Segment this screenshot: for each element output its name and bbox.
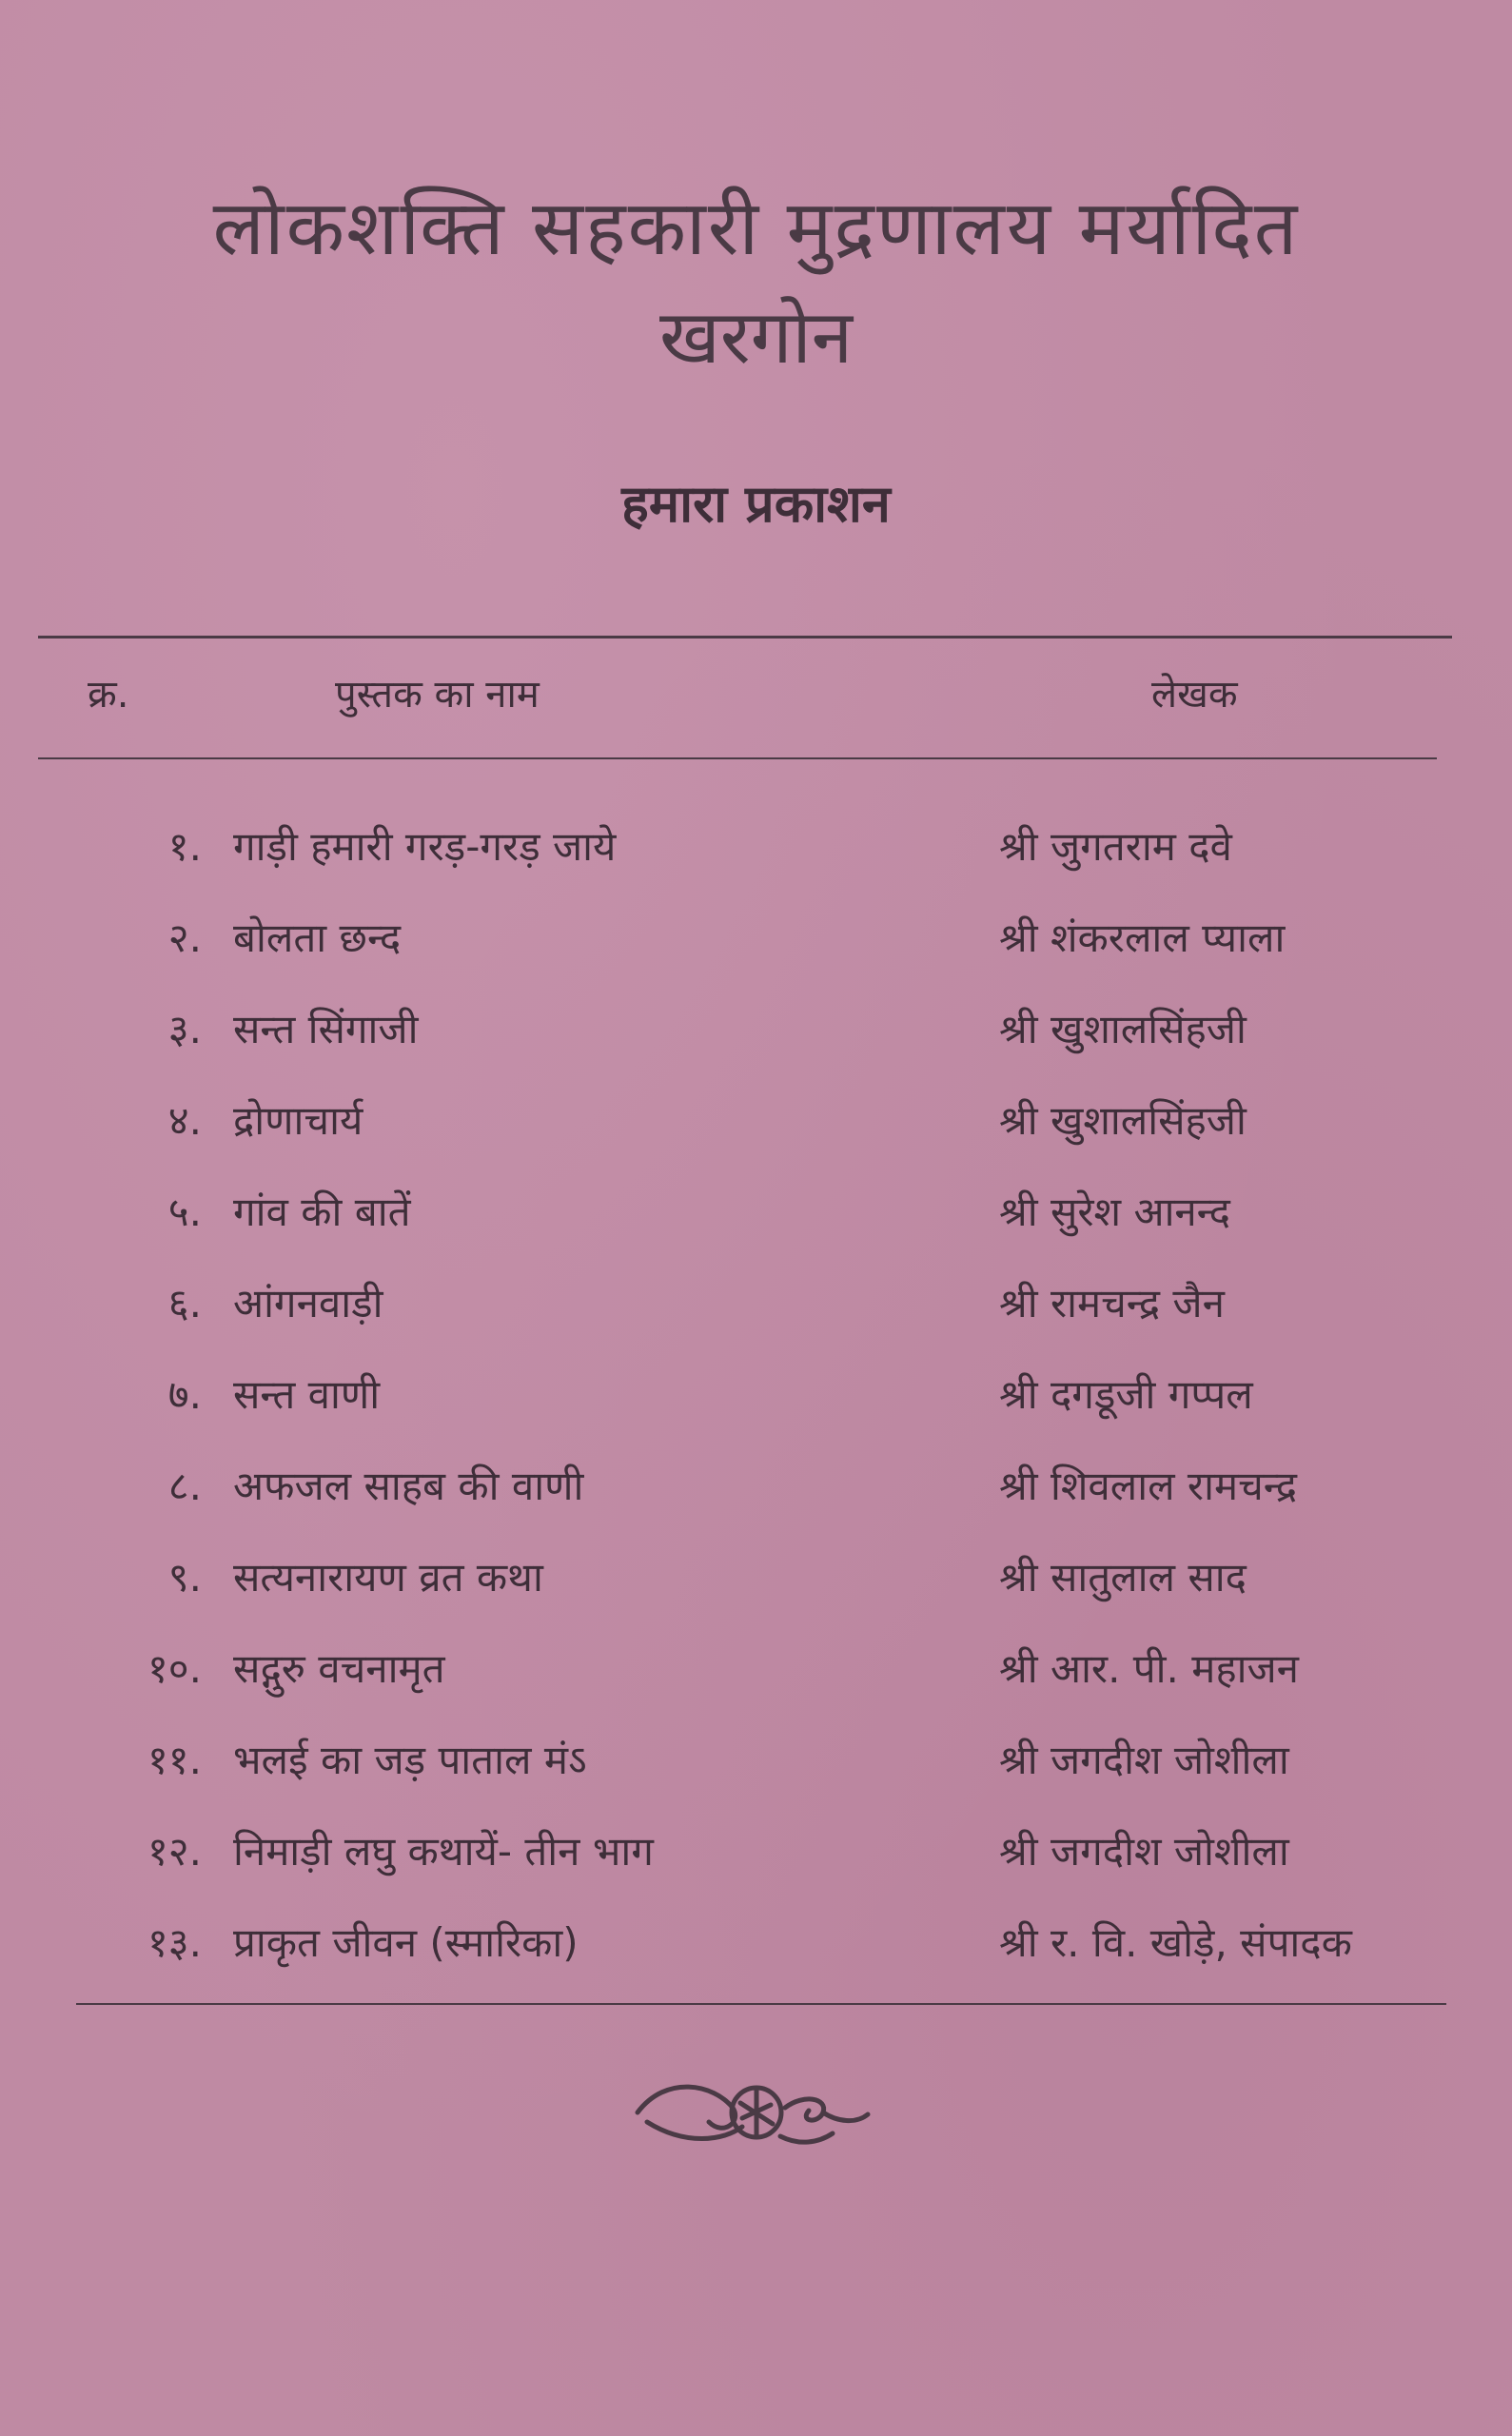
table-row (0, 900, 1512, 992)
row-author: श्री खुशालसिंहजी (999, 1097, 1247, 1144)
table-row (0, 1540, 1512, 1631)
row-author: श्री शिवलाल रामचन्द्र (999, 1463, 1298, 1509)
row-author: श्री र. वि. खोड़े, संपादक (999, 1919, 1352, 1966)
table-row (0, 1174, 1512, 1266)
table-header-rule (38, 757, 1437, 759)
row-author: श्री रामचन्द्र जैन (999, 1280, 1225, 1326)
row-author: श्री शंकरलाल प्याला (999, 914, 1286, 961)
row-sno: ६. (167, 1280, 202, 1326)
row-book-title: निमाड़ी लघु कथायें- तीन भाग (233, 1828, 654, 1875)
row-author: श्री दगडूजी गप्पल (999, 1371, 1253, 1418)
table-bottom-rule (76, 2003, 1446, 2005)
row-book-title: आंगनवाड़ी (233, 1280, 383, 1326)
row-book-title: प्राकृत जीवन (स्मारिका) (233, 1919, 579, 1966)
table-row (0, 1631, 1512, 1722)
column-header-sno: क्र. (88, 673, 129, 717)
row-book-title: भलई का जड़ पाताल मंऽ (233, 1737, 587, 1783)
table-row (0, 1357, 1512, 1448)
table-top-rule (38, 636, 1452, 638)
row-author: श्री जगदीश जोशीला (999, 1828, 1289, 1875)
table-row (0, 1266, 1512, 1357)
table-row (0, 992, 1512, 1083)
row-book-title: बोलता छन्द (233, 914, 402, 961)
row-book-title: सन्त सिंगाजी (233, 1006, 419, 1052)
city-subtitle: खरगोन (658, 295, 854, 381)
row-sno: ५. (167, 1189, 202, 1235)
row-book-title: द्रोणाचार्य (233, 1097, 363, 1144)
row-sno: १२. (147, 1828, 202, 1875)
table-row (0, 1448, 1512, 1540)
row-sno: ४. (167, 1097, 202, 1144)
row-author: श्री जगदीश जोशीला (999, 1737, 1289, 1783)
row-book-title: सन्त वाणी (233, 1371, 381, 1418)
row-sno: २. (167, 914, 202, 961)
press-name-title: लोकशक्ति सहकारी मुद्रणालय मर्यादित (212, 184, 1300, 272)
row-sno: ३. (167, 1006, 202, 1052)
table-row (0, 1722, 1512, 1814)
row-sno: १३. (147, 1919, 202, 1966)
row-author: श्री सातुलाल साद (999, 1554, 1247, 1601)
row-book-title: सत्यनारायण व्रत कथा (233, 1554, 543, 1601)
table-row (0, 1083, 1512, 1174)
column-header-author: लेखक (1151, 673, 1238, 717)
row-sno: १०. (147, 1645, 202, 1692)
table-row (0, 809, 1512, 900)
flourish-ornament-icon (628, 2055, 875, 2160)
row-author: श्री जुगतराम दवे (999, 823, 1232, 870)
table-row (0, 1905, 1512, 1996)
row-author: श्री सुरेश आनन्द (999, 1189, 1230, 1235)
table-row (0, 1814, 1512, 1905)
row-sno: ७. (167, 1371, 202, 1418)
section-heading: हमारा प्रकाशन (621, 474, 891, 534)
row-sno: १. (167, 823, 202, 870)
column-header-book: पुस्तक का नाम (335, 673, 540, 717)
row-book-title: गांव की बातें (233, 1189, 411, 1235)
row-book-title: सद्गुरु वचनामृत (233, 1645, 445, 1692)
row-author: श्री खुशालसिंहजी (999, 1006, 1247, 1052)
row-sno: ८. (167, 1463, 202, 1509)
row-author: श्री आर. पी. महाजन (999, 1645, 1299, 1692)
row-sno: ११. (147, 1737, 202, 1783)
row-sno: ९. (167, 1554, 202, 1601)
row-book-title: अफजल साहब की वाणी (233, 1463, 584, 1509)
row-book-title: गाड़ी हमारी गरड़-गरड़ जाये (233, 823, 617, 870)
